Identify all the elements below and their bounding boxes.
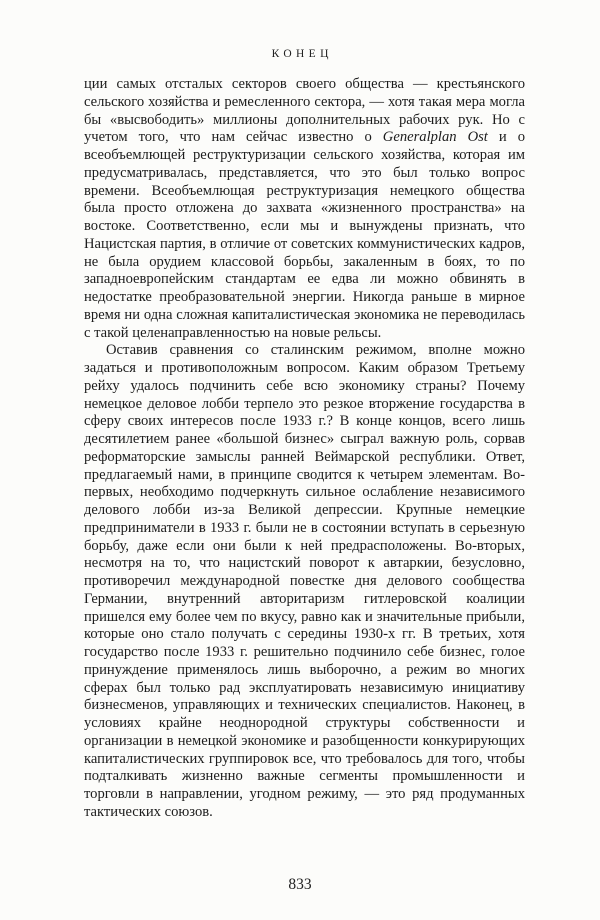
paragraph-text: и о всеобъемлющей реструктуризации сельского хозяйства, которая им предусматривалась, представляется, что это был только вопрос времени. Всеобъемлющая реструктуризация немецкого общества была просто отложена до захвата «жизненного пространства» на востоке. Соответственно, если мы и вынуждены признать, что Нацистская партия, в отличие от советских коммунистических кадров, не была орудием классовой борьбы, закаленным в боях, то по западноевропейским стандартам ее едва ли можно обвинять в недостатке преобразовательной энергии. Никогда раньше в мирное время ни одна сложная капиталистическая экономика не переводилась с такой целенаправленностью на новые рельсы. [84, 129, 526, 341]
running-head: КОНЕЦ [271, 48, 333, 60]
italic-phrase: Generalplan Ost [382, 129, 488, 146]
paragraph-continuation [84, 76, 525, 342]
paragraph-2: Оставив сравнения со сталинским режимом, вполне можно задаться и противоположным вопросом. Каким образом Третьему рейху удалось подчинить себе всю экономику страны? Почему немецкое деловое лобби терпело это резкое вторжение государства в сферу своих интересов после 1933 г.? В конце концов, всего лишь десятилетием ранее «большой бизнес» сыграл важную роль, сорвав реформаторские замыслы ранней Веймарской республики. Ответ, предлагаемый нами, в принципе сводится к четырем элементам. Во-первых, необходимо подчеркнуть сильное ослабление независимого делового лобби из-за Великой депрессии. Крупные немецкие предприниматели в 1933 г. были не в состоянии вступать в серьезную борьбу, даже если они были к ней предрасположены. Во-вторых, несмотря на то, что нацистский поворот к автаркии, безусловно, противоречил международной повестке дня делового сообщества Германии, внутренний авторитаризм гитлеровской коалиции пришелся ему более чем по вкусу, равно как и значительные прибыли, которые оно стало получать с середины 1930-х гг. В третьих, хотя государство после 1933 г. решительно подчинило себе бизнес, голое принуждение применялось лишь выборочно, а режим во многих сферах был только рад эксплуатировать независимую инициативу бизнесменов, управляющих и технических специалистов. Наконец, в условиях крайне неоднородной структуры собственности и организации в немецкой экономике и разобщенности конкурирующих капиталистических группировок все, что требовалось для того, чтобы подталкивать жизненно важные сегменты промышленности и торговли в направлении, угодном режиму, — это ряд продуманных тактических союзов. [84, 342, 525, 820]
page-number: 833 [288, 876, 312, 893]
text-block [84, 76, 525, 822]
paragraph-text: ции самых отсталых секторов своего общества — крестьянского сельского хозяйства и ремесленного сектора, — хотя такая мера могла бы «высвободить» миллионы дополнительных рабочих рук. Но с учетом того, что нам сейчас известно о [84, 76, 525, 146]
